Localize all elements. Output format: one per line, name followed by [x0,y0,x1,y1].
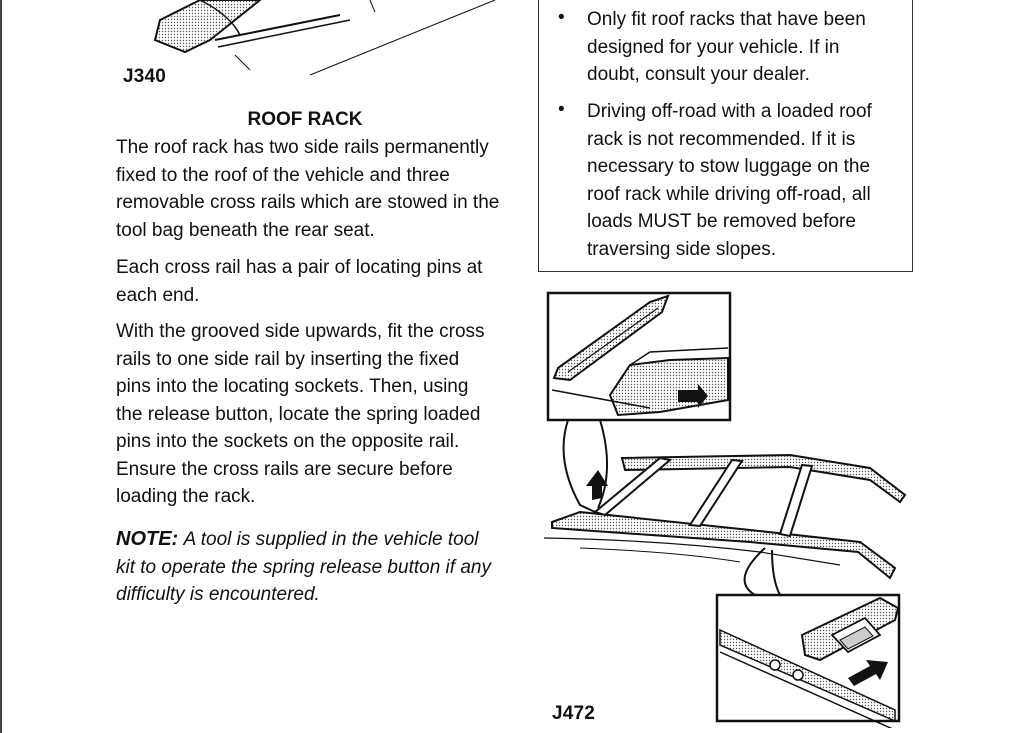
paragraph-intro: The roof rack has two side rails permanently fixed to the roof of the vehicle and three removable cross rails which are stowed in the tool bag beneath the rear seat. [116,137,500,241]
page-edge-rule [0,0,2,733]
warning-bullet: • [558,7,565,28]
note-label: NOTE: [116,528,179,550]
figure-label-j340: J340 [123,66,167,87]
warning-item-roof-racks: Only fit roof racks that have been designed for your vehicle. If in doubt, consult your dealer. [587,9,866,85]
figure-label-j472: J472 [552,703,596,724]
note-paragraph [116,526,501,609]
warning-bullet: • [558,99,565,120]
paragraph-locating-pins: Each cross rail has a pair of locating pins at each end. [116,257,483,306]
tool-bag-illustration [140,0,500,80]
warning-item-off-road: Driving off-road with a loaded roof rack is not recommended. If it is necessary to stow luggage on the roof rack while driving off-road, all loads MUST be removed before traversing side slopes. [587,101,872,260]
roof-rack-illustration [540,290,920,728]
section-title: ROOF RACK [247,109,363,130]
note-text: A tool is supplied in the vehicle tool kit to operate the spring release button if any difficulty is encountered. [116,529,491,605]
paragraph-fitting: With the grooved side upwards, fit the cross rails to one side rail by inserting the fixed pins into the locating sockets. Then, using the release button, locate the spring loaded pins into the sockets on the opposite rail. Ensure the cross rails are secure before loading the rack. [116,321,485,507]
